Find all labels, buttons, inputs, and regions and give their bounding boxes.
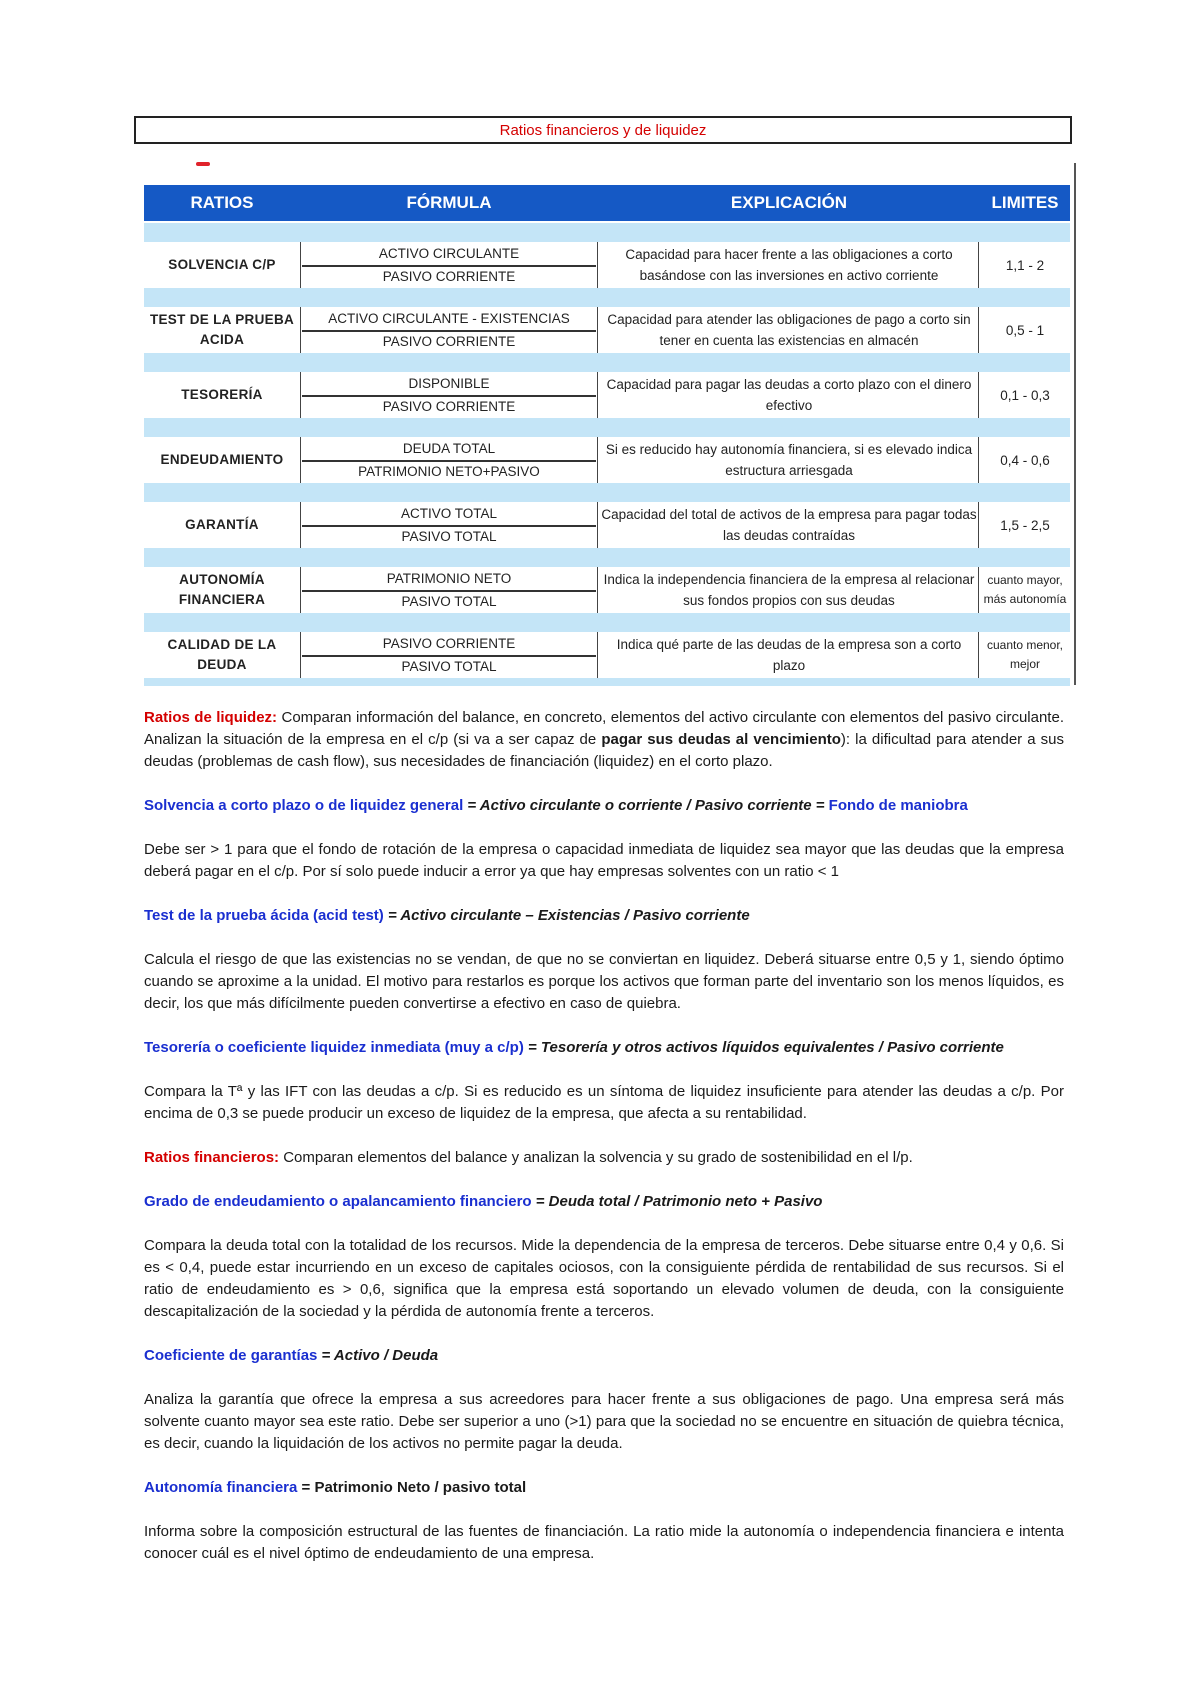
table-spacer-band — [144, 418, 1070, 437]
ratio-explanation: Capacidad para pagar las deudas a corto plazo con el dinero efectivo — [606, 377, 972, 413]
table-spacer-band — [144, 353, 1070, 372]
table-row — [144, 307, 1070, 353]
table-spacer-band — [144, 483, 1070, 502]
column-divider — [978, 437, 979, 483]
text-liquidez-1: Comparan información del balance, en concreto, elementos del activo circulante con elementos del pasivo circulante. Analizan la situación de la empresa en el c/p (si va a ser capaz de — [144, 709, 1064, 748]
ratio-limits: 0,5 - 1 — [1005, 322, 1045, 338]
table-spacer-band — [144, 223, 1070, 242]
formula-numerator: PATRIMONIO NETO — [386, 571, 512, 586]
ratio-limits: cuanto mayor, más autonomía — [983, 573, 1067, 606]
document-title: Ratios financieros y de liquidez — [134, 116, 1072, 144]
heading-acida — [144, 905, 1064, 927]
ratio-explanation: Capacidad del total de activos de la empresa para pagar todas las deudas contraídas — [601, 507, 977, 543]
body-text — [144, 707, 1064, 1587]
text-liquidez-bold: pagar sus deudas al vencimiento — [601, 731, 841, 748]
label-ratios-financieros: Ratios financieros: — [144, 1149, 280, 1166]
paragraph-garantias: Analiza la garantía que ofrece la empresa a sus acreedores para hacer frente a sus obligaciones de pago. Una empresa será más solvente cuanto mayor sea este ratio. Debe ser superior a uno (>1) para que la sociedad no se encuentre en situación de quiebra técnica, es decir, cuando la liquidación de los activos no permite pagar la deuda. — [144, 1391, 1064, 1452]
header-formula: FÓRMULA — [406, 193, 492, 212]
column-divider — [300, 372, 301, 418]
ratio-limits: 1,1 - 2 — [1005, 257, 1045, 273]
paragraph-tesoreria: Compara la Tª y las IFT con las deudas a c/p. Si es reducido es un síntoma de liquidez insuficiente para atender las deudas a c/p. Por encima de 0,3 se puede producir un exceso de liquidez de la empresa, que afecta a su rentabilidad. — [144, 1083, 1064, 1122]
heading-garantias-label: Coeficiente de garantías — [144, 1347, 318, 1364]
column-divider — [300, 242, 301, 288]
ratio-limits: cuanto menor, mejor — [986, 638, 1064, 671]
ratio-name: TESORERÍA — [181, 387, 263, 402]
heading-solvencia — [144, 795, 1064, 817]
header-explanation: EXPLICACIÓN — [730, 193, 848, 212]
column-divider — [978, 242, 979, 288]
ratio-name: SOLVENCIA C/P — [168, 257, 276, 272]
paragraph-endeudamiento: Compara la deuda total con la totalidad de los recursos. Mide la dependencia de la empresa de terceros. Debe situarse entre 0,4 y 0,6. Si es < 0,4, puede estar incurriendo en un exceso de capitales ociosos, con la consiguiente pérdida de rentabilidad de sus recursos. Si el ratio de endeudamiento es > 0,6, significa que la empresa está soportando un elevado volumen de deuda, con la consiguiente descapitalización de la sociedad y la pérdida de autonomía frente a terceros. — [144, 1237, 1064, 1320]
ratio-name: CALIDAD DE LA DEUDA — [167, 637, 277, 672]
formula-solvencia: = Activo circulante o corriente / Pasivo corriente = — [463, 797, 829, 814]
formula-denominator: PATRIMONIO NETO+PASIVO — [358, 464, 540, 479]
column-divider — [300, 632, 301, 678]
ratio-explanation: Si es reducido hay autonomía financiera, si es elevado indica estructura arriesgada — [605, 442, 973, 478]
column-divider — [597, 437, 598, 483]
column-divider — [978, 502, 979, 548]
table-spacer-band — [144, 678, 1070, 686]
formula-garantias: = Activo / Deuda — [317, 1347, 439, 1364]
ratio-explanation: Indica qué parte de las deudas de la empresa son a corto plazo — [616, 637, 962, 673]
formula-acida: = Activo circulante – Existencias / Pasivo corriente — [383, 907, 750, 924]
formula-tesoreria: = Tesorería y otros activos líquidos equivalentes / Pasivo corriente — [523, 1039, 1004, 1056]
ratios-table — [144, 163, 1074, 685]
formula-numerator: DEUDA TOTAL — [402, 441, 496, 456]
header-limits: LIMITES — [991, 193, 1059, 212]
paragraph-solvencia: Debe ser > 1 para que el fondo de rotación de la empresa o capacidad inmediata de liquidez sea mayor que las deudas que la empresa deberá pagar en el c/p. Por sí solo puede inducir a error ya que hay empresas solventes con un ratio < 1 — [144, 841, 1064, 880]
heading-autonomia-label: Autonomía financiera — [144, 1479, 298, 1496]
label-ratios-liquidez: Ratios de liquidez: — [144, 709, 278, 726]
formula-numerator: ACTIVO CIRCULANTE - EXISTENCIAS — [328, 311, 570, 326]
heading-solvencia-label: Solvencia a corto plazo o de liquidez general — [144, 797, 464, 814]
column-divider — [597, 307, 598, 353]
heading-endeudamiento — [144, 1191, 1064, 1213]
column-divider — [597, 632, 598, 678]
ratio-limits: 0,4 - 0,6 — [1000, 452, 1050, 468]
ratio-explanation: Capacidad para hacer frente a las obligaciones a corto basándose con las inversiones en activo corriente — [625, 247, 953, 283]
ratio-limits: 1,5 - 2,5 — [1000, 517, 1050, 533]
heading-garantias — [144, 1345, 1064, 1367]
column-divider — [300, 307, 301, 353]
formula-numerator: PASIVO CORRIENTE — [382, 636, 516, 651]
paragraph-acida: Calcula el riesgo de que las existencias no se vendan, de que no se conviertan en liquidez. Deberá situarse entre 0,5 y 1, siendo óptimo cuando se aproxime a la unidad. El motivo para restarlos es porque los activos que forman parte del inventario son los menos líquidos, es decir, los que más difícilmente pueden convertirse a efectivo en caso de quiebra. — [144, 951, 1064, 1012]
ratio-name: ENDEUDAMIENTO — [160, 452, 284, 467]
paragraph-liquidez — [144, 707, 1064, 773]
column-divider — [978, 567, 979, 613]
column-divider — [300, 437, 301, 483]
text-financieros: Comparan elementos del balance y analizan la solvencia y su grado de sostenibilidad en el l/p. — [279, 1149, 913, 1166]
column-divider — [597, 242, 598, 288]
heading-solvencia-tail: Fondo de maniobra — [828, 797, 968, 814]
table-row — [144, 372, 1070, 418]
ratio-name: AUTONOMÍA FINANCIERA — [178, 572, 266, 607]
header-ratios: RATIOS — [190, 193, 254, 212]
paragraph-autonomia: Informa sobre la composición estructural de las fuentes de financiación. La ratio mide la autonomía o independencia financiera e intenta conocer cuál es el nivel óptimo de endeudamiento de una empresa. — [144, 1523, 1064, 1562]
text-liquidez-2: ): la dificultad para atender a sus deudas (problemas de cash flow), sus necesidades de financiación (liquidez) en el corto plazo. — [144, 731, 1065, 770]
column-divider — [978, 632, 979, 678]
formula-numerator: ACTIVO CIRCULANTE — [378, 246, 520, 261]
table-spacer-band — [144, 288, 1070, 307]
table-row — [144, 242, 1070, 288]
heading-endeudamiento-label: Grado de endeudamiento o apalancamiento financiero — [144, 1193, 532, 1210]
table-spacer-band — [144, 548, 1070, 567]
formula-endeudamiento: = Deuda total / Patrimonio neto + Pasivo — [531, 1193, 823, 1210]
column-divider — [597, 372, 598, 418]
ratio-explanation: Indica la independencia financiera de la empresa al relacionar sus fondos propios con sus deudas — [603, 572, 975, 608]
table-right-border — [1074, 163, 1076, 685]
heading-tesoreria — [144, 1037, 1064, 1059]
paragraph-financieros — [144, 1147, 1064, 1169]
ratio-explanation: Capacidad para atender las obligaciones de pago a corto sin tener en cuenta las existencias en almacén — [607, 312, 971, 348]
red-mark-decoration — [196, 162, 210, 166]
formula-autonomia: = Patrimonio Neto / pasivo total — [297, 1479, 527, 1496]
table-spacer-band — [144, 613, 1070, 632]
formula-denominator: PASIVO CORRIENTE — [382, 269, 516, 284]
formula-denominator: PASIVO CORRIENTE — [382, 399, 516, 414]
table-header — [144, 185, 1070, 221]
column-divider — [597, 567, 598, 613]
ratio-name: GARANTÍA — [185, 517, 259, 532]
formula-denominator: PASIVO TOTAL — [401, 594, 497, 609]
heading-acida-label: Test de la prueba ácida (acid test) — [144, 907, 384, 924]
formula-denominator: PASIVO CORRIENTE — [382, 334, 516, 349]
formula-numerator: DISPONIBLE — [408, 376, 490, 391]
table-row — [144, 502, 1070, 548]
column-divider — [978, 372, 979, 418]
column-divider — [300, 502, 301, 548]
heading-autonomia — [144, 1477, 1064, 1499]
formula-denominator: PASIVO TOTAL — [401, 659, 497, 674]
column-divider — [978, 307, 979, 353]
table-row — [144, 567, 1070, 613]
formula-denominator: PASIVO TOTAL — [401, 529, 497, 544]
ratio-limits: 0,1 - 0,3 — [1000, 387, 1050, 403]
table-row — [144, 632, 1070, 678]
formula-numerator: ACTIVO TOTAL — [400, 506, 498, 521]
column-divider — [300, 567, 301, 613]
table-row — [144, 437, 1070, 483]
ratio-name: TEST DE LA PRUEBA ACIDA — [149, 312, 295, 347]
column-divider — [597, 502, 598, 548]
heading-tesoreria-label: Tesorería o coeficiente liquidez inmediata (muy a c/p) — [144, 1039, 524, 1056]
